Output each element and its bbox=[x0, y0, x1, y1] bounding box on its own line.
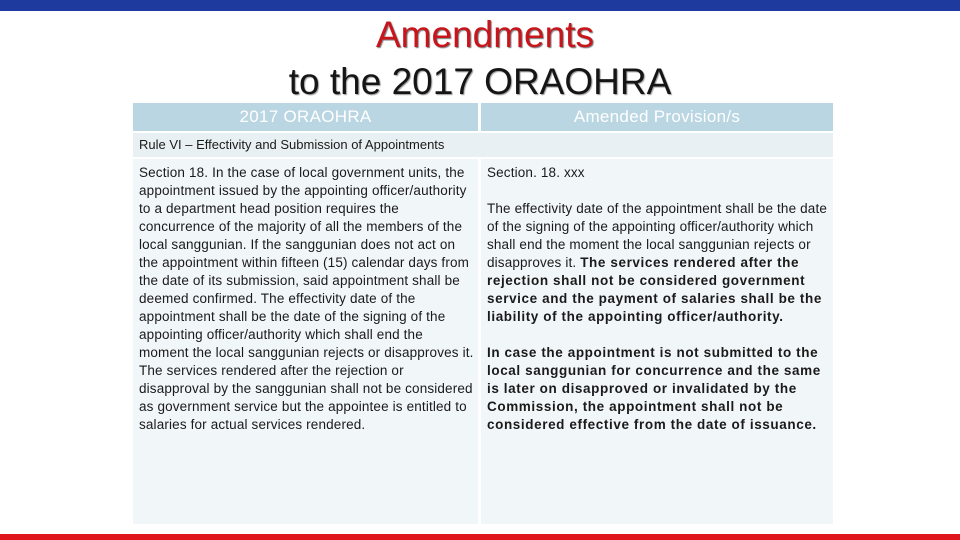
amended-provision-cell bbox=[481, 159, 833, 524]
original-provision-cell bbox=[133, 159, 478, 524]
amended-paragraph-1-normal: The effectivity date of the appointment shall be the date of the signing of the appointing officer/authority which shall end the moment the local sanggunian rejects or disapproves it. bbox=[487, 201, 828, 270]
amended-section-label: Section. 18. xxx bbox=[487, 165, 585, 180]
amended-paragraph-1-bold: The services rendered after the rejection shall not be considered government service and the payment of salaries shall be the liability of the appointing officer/authority. bbox=[487, 255, 822, 324]
bottom-accent-bar bbox=[0, 534, 960, 540]
rule-label-row: Rule VI – Effectivity and Submission of Appointments bbox=[133, 133, 833, 157]
comparison-table bbox=[133, 103, 833, 524]
amended-paragraph-2: In case the appointment is not submitted to the local sanggunian for concurrence and the same is later on disapproved or invalidated by the Commission, the appointment shall not be considered effective from the date of issuance. bbox=[487, 345, 821, 432]
original-provision-text: Section 18. In the case of local government units, the appointment issued by the appointing officer/authority to a department head position requires the concurrence of the majority of all the members of the local sanggunian. If the sanggunian does not act on the appointment within fifteen (15) calendar days from the date of its submission, said appointment shall be deemed confirmed. The effectivity date of the appointment shall be the date of the signing of the appointing officer/authority which shall end the moment the local sanggunian rejects or disapproves it. The services rendered after the rejection or disapproval by the sanggunian shall not be considered as government service but the appointee is entitled to salaries for actual services rendered. bbox=[139, 165, 474, 432]
slide-title-line2: to the 2017 ORAOHRA bbox=[288, 61, 672, 102]
amended-paragraph-1 bbox=[487, 200, 829, 326]
top-accent-bar bbox=[0, 0, 960, 11]
column-header-amended: Amended Provision/s bbox=[481, 103, 833, 131]
slide-title-line1: Amendments bbox=[376, 14, 594, 55]
column-header-original: 2017 ORAOHRA bbox=[133, 103, 478, 131]
